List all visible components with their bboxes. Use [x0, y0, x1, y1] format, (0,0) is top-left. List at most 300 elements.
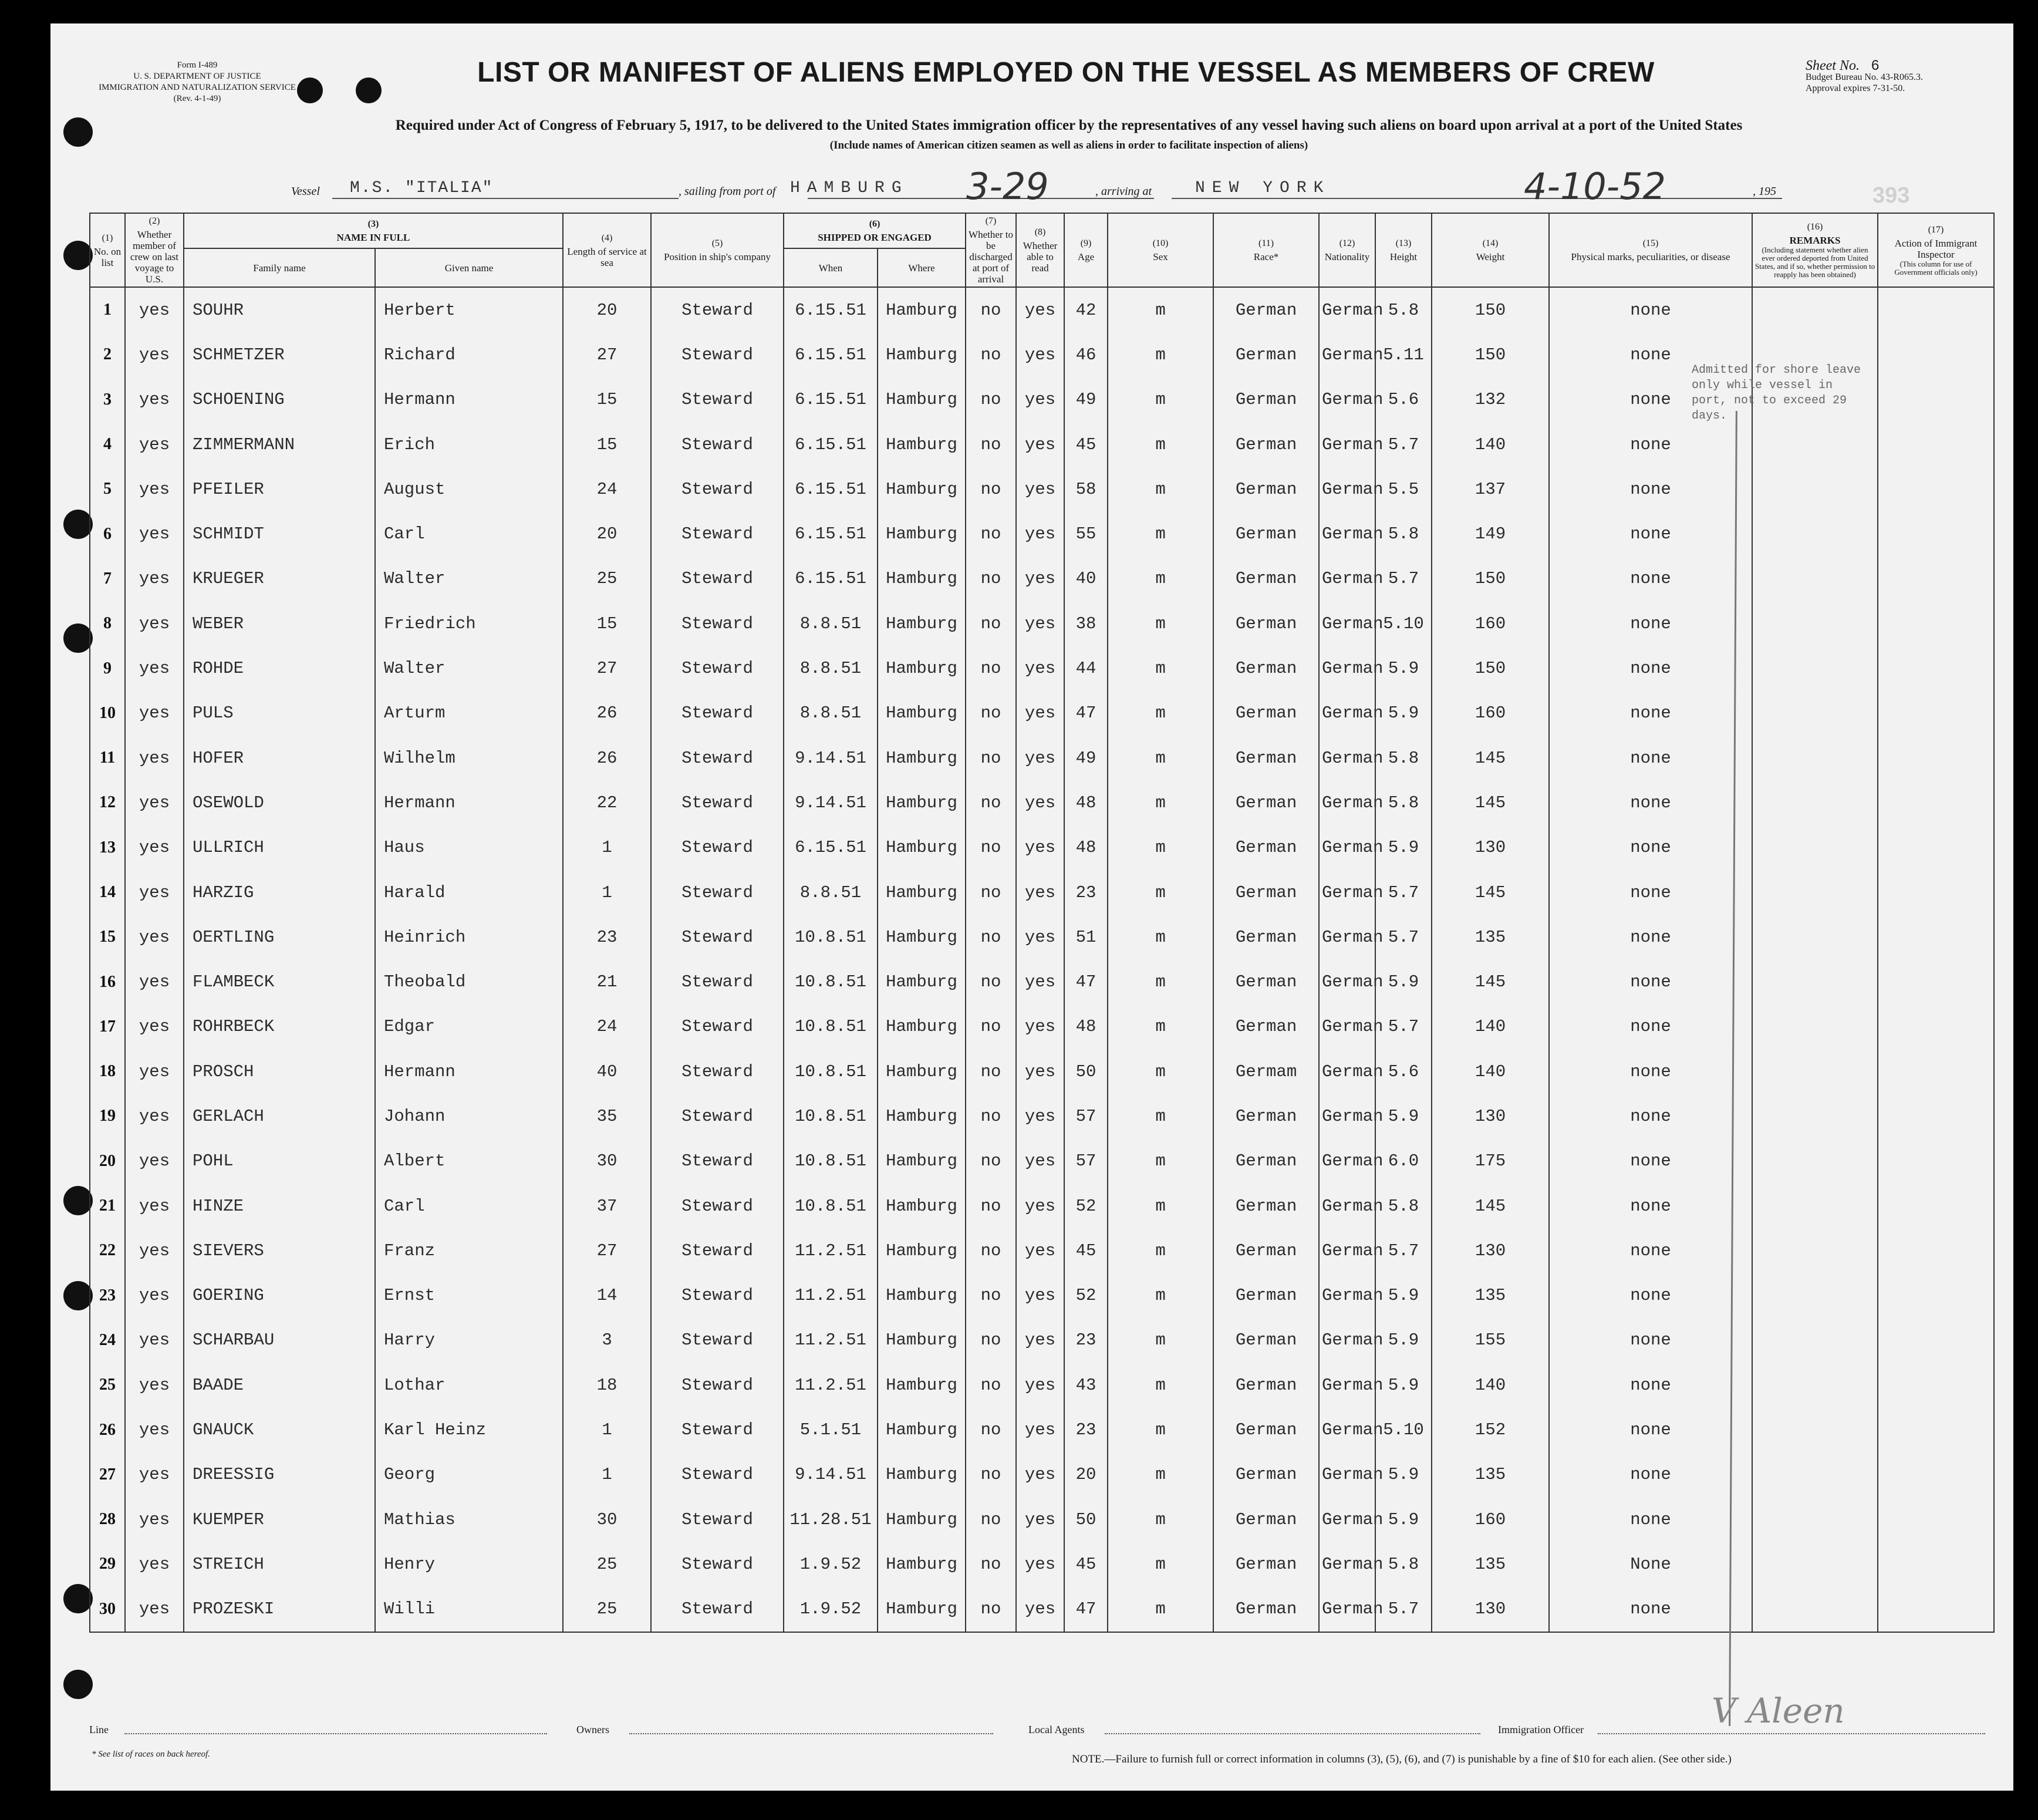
height: 5.8 [1375, 780, 1432, 825]
sex: m [1108, 511, 1213, 556]
shipped-when: 6.15.51 [784, 332, 878, 377]
position: Steward [651, 1273, 784, 1318]
nationality: German [1319, 557, 1375, 601]
race: German [1213, 378, 1319, 422]
able-to-read: yes [1016, 1587, 1064, 1632]
remarks-cell [1752, 287, 1878, 332]
age: 58 [1064, 467, 1108, 511]
weight: 130 [1432, 1587, 1549, 1632]
table-row [90, 959, 1994, 1004]
discharged: no [966, 1587, 1016, 1632]
weight: 135 [1432, 915, 1549, 959]
age: 43 [1064, 1363, 1108, 1407]
family-name: WEBER [184, 601, 375, 646]
crew-rows [90, 287, 1994, 1632]
port-to: NEW YORK [1195, 179, 1331, 197]
shipped-where: Hamburg [878, 1497, 966, 1542]
race: German [1213, 1542, 1319, 1586]
race: German [1213, 1363, 1319, 1407]
shipped-where: Hamburg [878, 332, 966, 377]
shipped-where: Hamburg [878, 287, 966, 332]
punch-hole [63, 241, 93, 270]
service-years: 35 [563, 1094, 651, 1138]
budget-number: Budget Bureau No. 43-R065.3. [1806, 72, 1923, 82]
given-name: Heinrich [375, 915, 563, 959]
prev-voyage: yes [125, 646, 184, 690]
action-cell [1878, 825, 1994, 870]
shipped-when: 11.2.51 [784, 1273, 878, 1318]
given-name: Friedrich [375, 601, 563, 646]
page-title: LIST OR MANIFEST OF ALIENS EMPLOYED ON THE VESSEL AS MEMBERS OF CREW [477, 57, 1655, 88]
able-to-read: yes [1016, 332, 1064, 377]
prev-voyage: yes [125, 780, 184, 825]
shipped-when: 10.8.51 [784, 1005, 878, 1049]
nationality: German [1319, 1139, 1375, 1184]
shipped-when: 6.15.51 [784, 287, 878, 332]
discharged: no [966, 287, 1016, 332]
remarks-cell [1752, 1452, 1878, 1497]
service-years: 18 [563, 1363, 651, 1407]
shipped-when: 6.15.51 [784, 825, 878, 870]
prev-voyage: yes [125, 1273, 184, 1318]
row-number: 24 [90, 1318, 125, 1363]
nationality: German [1319, 1542, 1375, 1586]
prev-voyage: yes [125, 1452, 184, 1497]
age: 57 [1064, 1094, 1108, 1138]
service-years: 25 [563, 1587, 651, 1632]
prev-voyage: yes [125, 1049, 184, 1094]
shipped-where: Hamburg [878, 1228, 966, 1273]
family-name: ROHDE [184, 646, 375, 690]
race: German [1213, 959, 1319, 1004]
revision: (Rev. 4-1-49) [173, 94, 221, 103]
nationality: German [1319, 1497, 1375, 1542]
shipped-when: 11.2.51 [784, 1228, 878, 1273]
shipped-where: Hamburg [878, 467, 966, 511]
shipped-where: Hamburg [878, 1273, 966, 1318]
sex: m [1108, 378, 1213, 422]
given-name: Richard [375, 332, 563, 377]
year-label: , 195 [1753, 185, 1776, 198]
remarks-cell [1752, 1094, 1878, 1138]
row-number: 14 [90, 870, 125, 915]
family-name: GERLACH [184, 1094, 375, 1138]
service-years: 1 [563, 1407, 651, 1452]
age: 40 [1064, 557, 1108, 601]
age: 47 [1064, 691, 1108, 736]
weight: 130 [1432, 825, 1549, 870]
prev-voyage: yes [125, 422, 184, 467]
position: Steward [651, 1094, 784, 1138]
height: 5.9 [1375, 1363, 1432, 1407]
physical-marks: none [1549, 1273, 1752, 1318]
age: 52 [1064, 1273, 1108, 1318]
prev-voyage: yes [125, 915, 184, 959]
race: German [1213, 557, 1319, 601]
race: German [1213, 1587, 1319, 1632]
port-from: HAMBURG [790, 179, 909, 197]
discharged: no [966, 378, 1016, 422]
row-number: 27 [90, 1452, 125, 1497]
physical-marks: none [1549, 332, 1752, 377]
shipped-where: Hamburg [878, 1363, 966, 1407]
action-cell [1878, 1497, 1994, 1542]
table-row [90, 1452, 1994, 1497]
underline [1172, 198, 1782, 199]
remarks-cell [1752, 736, 1878, 780]
col-service-header: (4) Length of service at sea [563, 213, 651, 287]
physical-marks: none [1549, 1452, 1752, 1497]
race: German [1213, 287, 1319, 332]
service-years: 26 [563, 736, 651, 780]
shipped-where: Hamburg [878, 601, 966, 646]
remarks-cell [1752, 1497, 1878, 1542]
table-row [90, 557, 1994, 601]
shipped-where: Hamburg [878, 915, 966, 959]
family-name: ULLRICH [184, 825, 375, 870]
sheet-number-line [1806, 60, 1958, 72]
race: German [1213, 1273, 1319, 1318]
family-name: GNAUCK [184, 1407, 375, 1452]
race: German [1213, 736, 1319, 780]
nationality: German [1319, 1184, 1375, 1228]
position: Steward [651, 780, 784, 825]
able-to-read: yes [1016, 959, 1064, 1004]
service-years: 15 [563, 601, 651, 646]
shipped-when: 10.8.51 [784, 1139, 878, 1184]
weight: 145 [1432, 959, 1549, 1004]
position: Steward [651, 915, 784, 959]
height: 5.8 [1375, 511, 1432, 556]
row-number: 15 [90, 915, 125, 959]
family-name: BAADE [184, 1363, 375, 1407]
races-footnote: * See list of races on back hereof. [92, 1750, 210, 1759]
able-to-read: yes [1016, 378, 1064, 422]
given-name: Carl [375, 511, 563, 556]
physical-marks: none [1549, 467, 1752, 511]
weight: 140 [1432, 1363, 1549, 1407]
service-years: 1 [563, 870, 651, 915]
department: U. S. DEPARTMENT OF JUSTICE [133, 72, 261, 81]
sex: m [1108, 287, 1213, 332]
service-years: 14 [563, 1273, 651, 1318]
height: 5.10 [1375, 1407, 1432, 1452]
remarks-cell [1752, 870, 1878, 915]
age: 45 [1064, 422, 1108, 467]
nationality: German [1319, 422, 1375, 467]
position: Steward [651, 1452, 784, 1497]
remarks-cell [1752, 646, 1878, 690]
table-row [90, 1094, 1994, 1138]
family-name: OERTLING [184, 915, 375, 959]
given-name: Haus [375, 825, 563, 870]
row-number: 7 [90, 557, 125, 601]
family-name: KRUEGER [184, 557, 375, 601]
physical-marks: none [1549, 1005, 1752, 1049]
row-number: 30 [90, 1587, 125, 1632]
position: Steward [651, 332, 784, 377]
col-shipped-header: (6) SHIPPED OR ENGAGED [784, 213, 966, 248]
action-cell [1878, 1587, 1994, 1632]
row-number: 17 [90, 1005, 125, 1049]
age: 44 [1064, 646, 1108, 690]
row-number: 25 [90, 1363, 125, 1407]
race: German [1213, 870, 1319, 915]
prev-voyage: yes [125, 1139, 184, 1184]
col-prev-voyage-header: (2) Whether member of crew on last voyage to U.S. [125, 213, 184, 287]
height: 6.0 [1375, 1139, 1432, 1184]
remarks-cell [1752, 959, 1878, 1004]
given-name: Mathias [375, 1497, 563, 1542]
action-cell [1878, 780, 1994, 825]
family-name: HOFER [184, 736, 375, 780]
table-row [90, 422, 1994, 467]
action-cell [1878, 1318, 1994, 1363]
prev-voyage: yes [125, 467, 184, 511]
given-name: Arturm [375, 691, 563, 736]
sheet-info [1806, 60, 1958, 94]
shipped-when: 8.8.51 [784, 646, 878, 690]
position: Steward [651, 1542, 784, 1586]
race: German [1213, 1184, 1319, 1228]
weight: 149 [1432, 511, 1549, 556]
height: 5.9 [1375, 1452, 1432, 1497]
family-name: SOUHR [184, 287, 375, 332]
form-number: Form I-489 [177, 60, 218, 70]
shipped-where: Hamburg [878, 378, 966, 422]
discharged: no [966, 1094, 1016, 1138]
nationality: German [1319, 870, 1375, 915]
nationality: German [1319, 691, 1375, 736]
nationality: German [1319, 1049, 1375, 1094]
row-number: 29 [90, 1542, 125, 1586]
able-to-read: yes [1016, 1407, 1064, 1452]
prev-voyage: yes [125, 601, 184, 646]
footer-line [89, 1724, 1995, 1741]
weight: 140 [1432, 422, 1549, 467]
prev-voyage: yes [125, 332, 184, 377]
age: 45 [1064, 1228, 1108, 1273]
prev-voyage: yes [125, 557, 184, 601]
given-name: Erich [375, 422, 563, 467]
table-row [90, 1407, 1994, 1452]
family-name: PULS [184, 691, 375, 736]
discharged: no [966, 646, 1016, 690]
physical-marks: none [1549, 780, 1752, 825]
given-name: Ernst [375, 1273, 563, 1318]
position: Steward [651, 870, 784, 915]
sex: m [1108, 736, 1213, 780]
age: 49 [1064, 736, 1108, 780]
row-number: 19 [90, 1094, 125, 1138]
dotted-line [629, 1733, 993, 1734]
physical-marks: None [1549, 1542, 1752, 1586]
physical-marks: none [1549, 378, 1752, 422]
height: 5.7 [1375, 422, 1432, 467]
nationality: German [1319, 780, 1375, 825]
remarks-cell [1752, 1228, 1878, 1273]
sex: m [1108, 422, 1213, 467]
family-name: SIEVERS [184, 1228, 375, 1273]
discharged: no [966, 1542, 1016, 1586]
able-to-read: yes [1016, 467, 1064, 511]
given-name: Herbert [375, 287, 563, 332]
height: 5.7 [1375, 557, 1432, 601]
action-cell [1878, 1184, 1994, 1228]
physical-marks: none [1549, 1587, 1752, 1632]
service-years: 24 [563, 1005, 651, 1049]
race: German [1213, 1497, 1319, 1542]
col-marks-header: (15) Physical marks, peculiarities, or disease [1549, 213, 1752, 287]
given-name: Lothar [375, 1363, 563, 1407]
age: 50 [1064, 1497, 1108, 1542]
physical-marks: none [1549, 1318, 1752, 1363]
prev-voyage: yes [125, 1228, 184, 1273]
prev-voyage: yes [125, 825, 184, 870]
given-name: Walter [375, 646, 563, 690]
height: 5.10 [1375, 601, 1432, 646]
table-row [90, 1542, 1994, 1586]
able-to-read: yes [1016, 1363, 1064, 1407]
action-cell [1878, 557, 1994, 601]
shipped-where: Hamburg [878, 1452, 966, 1497]
able-to-read: yes [1016, 601, 1064, 646]
weight: 135 [1432, 1273, 1549, 1318]
family-name: OSEWOLD [184, 780, 375, 825]
age: 48 [1064, 825, 1108, 870]
able-to-read: yes [1016, 1542, 1064, 1586]
race: German [1213, 1094, 1319, 1138]
weight: 137 [1432, 467, 1549, 511]
table-row [90, 915, 1994, 959]
physical-marks: none [1549, 601, 1752, 646]
age: 42 [1064, 287, 1108, 332]
row-number: 10 [90, 691, 125, 736]
family-name: ROHRBECK [184, 1005, 375, 1049]
action-cell [1878, 1363, 1994, 1407]
given-name: August [375, 467, 563, 511]
height: 5.8 [1375, 1542, 1432, 1586]
able-to-read: yes [1016, 1497, 1064, 1542]
nationality: German [1319, 1318, 1375, 1363]
table-row [90, 1273, 1994, 1318]
nationality: German [1319, 601, 1375, 646]
shipped-where: Hamburg [878, 422, 966, 467]
height: 5.9 [1375, 825, 1432, 870]
weight: 150 [1432, 646, 1549, 690]
family-name: SCHOENING [184, 378, 375, 422]
shipped-where: Hamburg [878, 780, 966, 825]
physical-marks: none [1549, 646, 1752, 690]
row-number: 23 [90, 1273, 125, 1318]
approval-expiry: Approval expires 7-31-50. [1806, 83, 1905, 93]
row-number: 18 [90, 1049, 125, 1094]
sex: m [1108, 601, 1213, 646]
remarks-cell [1752, 557, 1878, 601]
given-name: Willi [375, 1587, 563, 1632]
height: 5.9 [1375, 1273, 1432, 1318]
action-cell [1878, 1542, 1994, 1586]
discharged: no [966, 1452, 1016, 1497]
position: Steward [651, 1363, 784, 1407]
remarks-cell [1752, 1184, 1878, 1228]
punch-hole [63, 1186, 93, 1215]
weight: 150 [1432, 287, 1549, 332]
height: 5.11 [1375, 332, 1432, 377]
given-name: Carl [375, 1184, 563, 1228]
remarks-cell [1752, 1049, 1878, 1094]
family-name: DREESSIG [184, 1452, 375, 1497]
family-name: SCHARBAU [184, 1318, 375, 1363]
age: 20 [1064, 1452, 1108, 1497]
race: German [1213, 1005, 1319, 1049]
height: 5.7 [1375, 1587, 1432, 1632]
discharged: no [966, 736, 1016, 780]
row-number: 22 [90, 1228, 125, 1273]
col-read-header: (8) Whether able to read [1016, 213, 1064, 287]
weight: 140 [1432, 1005, 1549, 1049]
discharged: no [966, 1407, 1016, 1452]
shipped-when: 10.8.51 [784, 959, 878, 1004]
weight: 175 [1432, 1139, 1549, 1184]
discharged: no [966, 959, 1016, 1004]
service-years: 1 [563, 825, 651, 870]
shipped-where: Hamburg [878, 691, 966, 736]
race: German [1213, 1318, 1319, 1363]
nationality: German [1319, 1407, 1375, 1452]
able-to-read: yes [1016, 557, 1064, 601]
race: German [1213, 511, 1319, 556]
weight: 152 [1432, 1407, 1549, 1452]
service-years: 27 [563, 332, 651, 377]
family-name: PROSCH [184, 1049, 375, 1094]
sex: m [1108, 1318, 1213, 1363]
age: 55 [1064, 511, 1108, 556]
prev-voyage: yes [125, 1005, 184, 1049]
service: IMMIGRATION AND NATURALIZATION SERVICE [99, 83, 296, 92]
action-cell [1878, 287, 1994, 332]
shipped-when: 6.15.51 [784, 467, 878, 511]
statute-subtitle: Required under Act of Congress of February 5, 1917, to be delivered to the United States immigration officer by the representatives of any vessel having such aliens on board upon arrival at a port of the United States [395, 117, 1743, 133]
shipped-when: 6.15.51 [784, 557, 878, 601]
family-name: HINZE [184, 1184, 375, 1228]
nationality: German [1319, 1094, 1375, 1138]
include-note: (Include names of American citizen seamen as well as aliens in order to facilitate inspection of aliens) [829, 139, 1308, 151]
owners-label: Owners [576, 1724, 609, 1735]
nationality: German [1319, 1363, 1375, 1407]
race: German [1213, 467, 1319, 511]
given-name: Franz [375, 1228, 563, 1273]
shipped-when: 6.15.51 [784, 378, 878, 422]
weight: 130 [1432, 1094, 1549, 1138]
able-to-read: yes [1016, 915, 1064, 959]
row-number: 11 [90, 736, 125, 780]
shipped-when: 10.8.51 [784, 1094, 878, 1138]
position: Steward [651, 1049, 784, 1094]
family-name: STREICH [184, 1542, 375, 1586]
service-years: 37 [563, 1184, 651, 1228]
sex: m [1108, 870, 1213, 915]
nationality: German [1319, 736, 1375, 780]
remarks-cell [1752, 825, 1878, 870]
race: German [1213, 646, 1319, 690]
remarks-cell [1752, 1139, 1878, 1184]
row-number: 1 [90, 287, 125, 332]
row-number: 16 [90, 959, 125, 1004]
able-to-read: yes [1016, 1049, 1064, 1094]
height: 5.7 [1375, 870, 1432, 915]
service-years: 30 [563, 1497, 651, 1542]
